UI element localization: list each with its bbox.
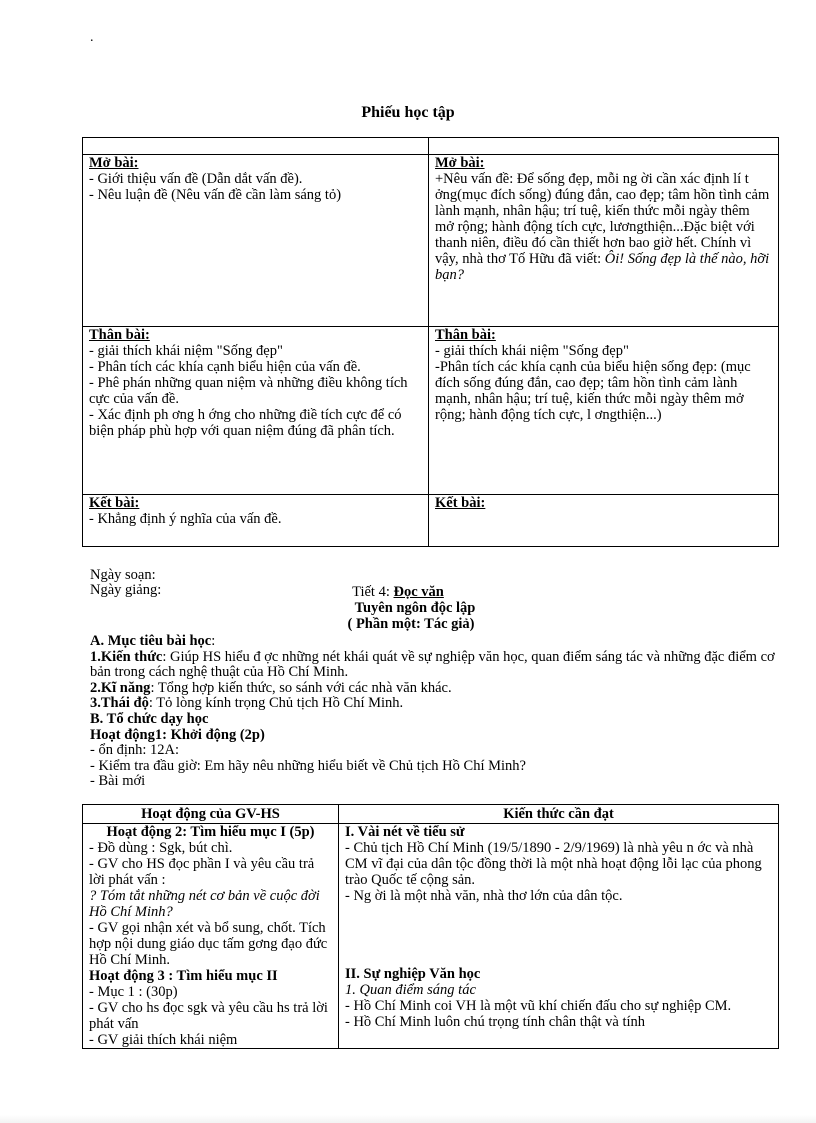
mo-bai-left-line: - Giới thiệu vấn đề (Dẫn dắt vấn đề).	[89, 171, 303, 187]
than-bai-left	[83, 327, 429, 495]
section-b-heading: B. Tổ chức dạy học	[90, 710, 209, 727]
kien-thuc-label: 1.Kiến thức	[90, 648, 163, 665]
k1-title: I. Vài nét về tiểu sử	[345, 824, 465, 840]
than-bai-left-line: - Phê phán những quan niệm và những điều không tích cực của vấn đề.	[89, 375, 408, 407]
than-bai-right-line: - giải thích khái niệm "Sống đẹp"	[435, 343, 629, 359]
bai-moi-line: - Bài mới	[90, 773, 146, 790]
than-bai-left-line: - Phân tích các khía cạnh biểu hiện của vấn đề.	[89, 359, 361, 375]
worksheet-row-mo-bai	[83, 155, 779, 327]
k1-line: - Ng ời là một nhà văn, nhà thơ lớn của dân tộc.	[345, 888, 623, 904]
thai-do-paragraph	[90, 696, 780, 712]
worksheet-header-left	[83, 138, 429, 155]
hd2-line: - GV cho HS đọc phần I và yêu cầu trả lời phát vấn :	[89, 856, 315, 888]
lesson-subtitle: ( Phần một: Tác giả)	[347, 616, 475, 632]
lesson-body: A. Mục tiêu bài học: 1.Kiến thức: Giúp HS hiểu đ ợc những nét khái quát về sự nghiệp văn học, quan điểm sáng tác và những đặc điểm cơ bản trong cách nghệ thuật của Hồ Chí Minh. 2.Kĩ năng: Tổng hợp kiến thức, so sánh với các nhà văn khác. 3.Thái độ: Tỏ lòng kính trọng Chủ tịch Hồ Chí Minh. B. Tổ chức dạy học Hoạt động1: Khởi động (2p) - ổn định: 12A: - Kiểm tra đầu giờ: Em hãy nêu những hiểu biết về Chủ tịch Hồ Chí Minh? - Bài mới	[90, 634, 780, 790]
activities-row-1	[83, 824, 779, 1049]
page-bottom-edge	[0, 1115, 816, 1123]
hd2-after: - GV gọi nhận xét và bổ sung, chốt. Tích hợp nội dung giáo dục tấm gơng đạo đức Hồ Chí Minh.	[89, 920, 328, 968]
lesson-period	[0, 584, 806, 600]
than-bai-right	[429, 327, 779, 495]
ki-nang-text: : Tổng hợp kiến thức, so sánh với các nhà văn khác.	[150, 679, 452, 696]
worksheet-header-right	[429, 138, 779, 155]
than-bai-label-right: Thân bài:	[435, 327, 496, 343]
kiem-tra-line: - Kiểm tra đầu giờ: Em hãy nêu những hiểu biết về Chủ tịch Hồ Chí Minh?	[90, 757, 526, 774]
k1-line: - Chủ tịch Hồ Chí Minh (19/5/1890 - 2/9/1969) là nhà yêu n ớc và nhà CM vĩ đại của dân tộc đồng thời là một nhà hoạt động lỗi lạc của phong trào Quốc tế cộng sản.	[345, 840, 762, 888]
hd3-line: - Mục 1 : (30p)	[89, 984, 178, 1000]
ki-nang-label: 2.Kĩ năng	[90, 679, 151, 696]
kien-thuc-paragraph	[90, 650, 780, 681]
hd2-question: ? Tóm tắt những nét cơ bản về cuộc đời Hồ Chí Minh?	[89, 888, 320, 920]
ngay-giang: Ngày giảng:	[90, 582, 162, 598]
hd2-line: - Đồ dùng : Sgk, bút chì.	[89, 840, 233, 856]
lesson-title: Tuyên ngôn độc lập	[354, 600, 476, 616]
k2-subtitle: 1. Quan điểm sáng tác	[345, 982, 476, 998]
spacer	[345, 904, 772, 966]
worksheet-row-ket-bai	[83, 495, 779, 547]
mo-bai-quote: Ôi! Sống đẹp là thế nào, hỡi bạn?	[435, 251, 770, 283]
than-bai-left-line: - giải thích khái niệm "Sống đẹp"	[89, 343, 283, 359]
than-bai-left-line: - Xác định ph ơng h ớng cho những điề tích cực để có biện pháp phù hợp với quan niệm đúng đã phân tích.	[89, 407, 402, 439]
mo-bai-label: Mở bài:	[89, 155, 139, 171]
mo-bai-label-right: Mở bài:	[435, 155, 485, 171]
lesson-subject: Đọc văn	[393, 584, 444, 600]
activities-header-left: Hoạt động của GV-HS	[83, 805, 339, 824]
worksheet-table	[82, 137, 779, 547]
mo-bai-right	[429, 155, 779, 327]
activities-table	[82, 804, 779, 1049]
ket-bai-right	[429, 495, 779, 547]
worksheet-row-than-bai	[83, 327, 779, 495]
ngay-soan: Ngày soạn:	[90, 567, 156, 583]
k2-line: - Hồ Chí Minh luôn chú trọng tính chân thật và tính	[345, 1014, 646, 1030]
hd3-line: - GV giải thích khái niệm	[89, 1032, 238, 1048]
ket-bai-label: Kết bài:	[89, 495, 140, 511]
hd2-title: Hoạt động 2: Tìm hiểu mục I (5p)	[106, 824, 315, 840]
mo-bai-left-line: - Nêu luận đề (Nêu vấn đề cần làm sáng tỏ)	[89, 187, 342, 203]
kien-thuc-cell	[339, 824, 779, 1049]
ki-nang-paragraph	[90, 681, 780, 697]
k2-line: - Hồ Chí Minh coi VH là một vũ khí chiến đấu cho sự nghiệp CM.	[345, 998, 732, 1014]
than-bai-right-line: -Phân tích các khía cạnh của biểu hiện sống đẹp: (mục đích sống đúng đắn, cao đẹp; tâm hồn tình cảm lành mạnh, nhân hậu; trí tuệ, kiến thức mỗi ngày thêm mở rộng; hành động tích cực, l ơngthiện...)	[435, 359, 751, 423]
mo-bai-right-text: +Nêu vấn đề: Để sống đẹp, mỗi ng ời cần xác định lí t ởng(mục đích sống) đúng đắn, cao đẹp; tâm hồn tình cảm lành mạnh, nhân hậu; trí tuệ, kiến thức mỗi ngày thêm mở rộng; hành động tích cực, lươngthiện...Đặc biệt với thanh niên, điều đó cần thiết hơn bao giờ hết. Chính vì vậy, nhà thơ Tố Hữu đã viết:	[435, 171, 770, 267]
thai-do-text: : Tỏ lòng kính trọng Chủ tịch Hồ Chí Minh.	[148, 695, 404, 712]
page-dot: .	[90, 30, 94, 45]
lesson-period-prefix: Tiết 4:	[352, 584, 394, 600]
section-a-heading: A. Mục tiêu bài học	[90, 633, 212, 649]
kien-thuc-text: : Giúp HS hiểu đ ợc những nét khái quát về sự nghiệp văn học, quan điểm sáng tác và những đặc điểm cơ bản trong cách nghệ thuật của Hồ Chí Minh.	[90, 648, 775, 681]
hd3-line: - GV cho hs đọc sgk và yêu cầu hs trả lời phát vấn	[89, 1000, 328, 1032]
hd2-cell	[83, 824, 339, 1049]
k2-title: II. Sự nghiệp Văn học	[345, 966, 481, 982]
ket-bai-left-line: - Khẳng định ý nghĩa của vấn đề.	[89, 511, 282, 527]
activities-header-row	[83, 805, 779, 824]
worksheet-title: Phiếu học tập	[361, 104, 455, 121]
on-dinh-line: - ổn định: 12A:	[90, 742, 180, 759]
than-bai-label: Thân bài:	[89, 327, 150, 343]
worksheet-header-row	[83, 138, 779, 155]
thai-do-label: 3.Thái độ	[90, 695, 149, 712]
ket-bai-left	[83, 495, 429, 547]
mo-bai-left	[83, 155, 429, 327]
ket-bai-label-right: Kết bài:	[435, 495, 486, 511]
activities-header-right: Kiến thức cần đạt	[339, 805, 779, 824]
hd3-title: Hoạt động 3 : Tìm hiểu mục II	[89, 968, 278, 984]
activity-1-heading: Hoạt động1: Khởi động (2p)	[90, 726, 265, 743]
